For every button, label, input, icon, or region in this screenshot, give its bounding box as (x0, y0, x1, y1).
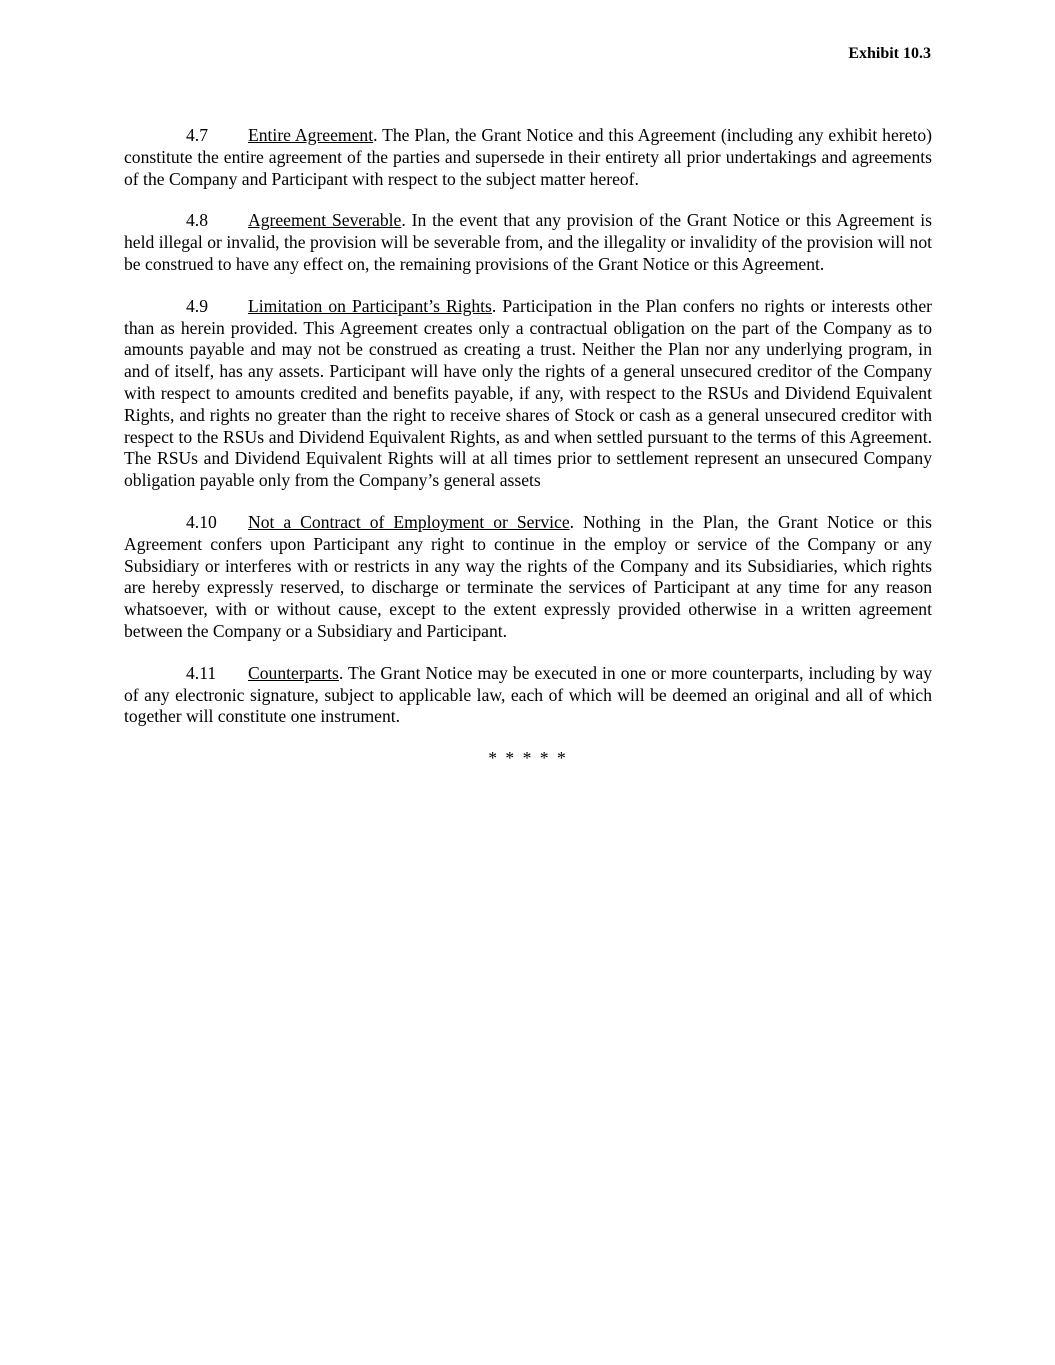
section-text: . In the event that any provision of the Grant Notice or this Agreement is held illegal or invalid, the provision will be severable from, and the illegality or invalidity of the provision will not be construed to have any effect on, the remaining provisions of the Grant Notice or this Agreement. (124, 210, 932, 274)
end-separator: * * * * * (488, 748, 568, 769)
section-text: . The Grant Notice may be executed in one or more counterparts, including by way of any electronic signature, subject to applicable law, each of which will be deemed an original and all of which together will constitute one instrument. (124, 662, 932, 727)
section-text: . Participation in the Plan confers no rights or interests other than as herein provided. This Agreement creates only a contractual obligation on the part of the Company as to amounts payable and may not be construed as creating a trust. Neither the Plan nor any underlying program, in and of itself, has any assets. Participant will have only the rights of a general unsecured creditor of the Company with respect to amounts credited and benefits payable, if any, with respect to the RSUs and Dividend Equivalent Rights, and rights no greater than the right to receive shares of Stock or cash as a general unsecured creditor with respect to the RSUs and Dividend Equivalent Rights, as and when settled pursuant to the terms of this Agreement. The RSUs and Dividend Equivalent Rights will at all times prior to settlement represent an unsecured Company obligation payable only from the Company’s general assets (124, 295, 933, 491)
section-heading: Not a Contract of Employment or Service (248, 511, 570, 532)
section-4-7 (124, 125, 932, 190)
section-4-8 (124, 210, 932, 275)
section-heading: Entire Agreement (248, 125, 374, 145)
section-number: 4.8 (186, 210, 208, 231)
section-heading: Limitation on Participant’s Rights (248, 295, 492, 316)
section-4-11 (124, 663, 932, 728)
section-heading: Counterparts (248, 662, 339, 683)
section-4-9 (124, 296, 932, 492)
section-number: 4.10 (186, 511, 217, 532)
section-number: 4.11 (186, 662, 217, 683)
section-4-10 (124, 512, 932, 643)
section-heading: Agreement Severable (248, 210, 402, 231)
section-text: . The Plan, the Grant Notice and this Agreement (including any exhibit hereto) constitute the entire agreement of the parties and supersede in their entirety all prior undertakings and agreements of the Company and Participant with respect to the subject matter hereof. (124, 125, 932, 189)
exhibit-label: Exhibit 10.3 (848, 45, 931, 62)
section-text: . Nothing in the Plan, the Grant Notice or this Agreement confers upon Participant any right to continue in the employ or service of the Company or any Subsidiary or interferes with or restricts in any way the rights of the Company and its Subsidiaries, which rights are hereby expressly reserved, to discharge or terminate the services of Participant at any time for any reason whatsoever, with or without cause, except to the extent expressly provided otherwise in a written agreement between the Company or a Subsidiary and Participant. (124, 511, 932, 641)
section-number: 4.7 (186, 125, 208, 145)
document-body (124, 125, 932, 770)
section-number: 4.9 (186, 295, 208, 316)
